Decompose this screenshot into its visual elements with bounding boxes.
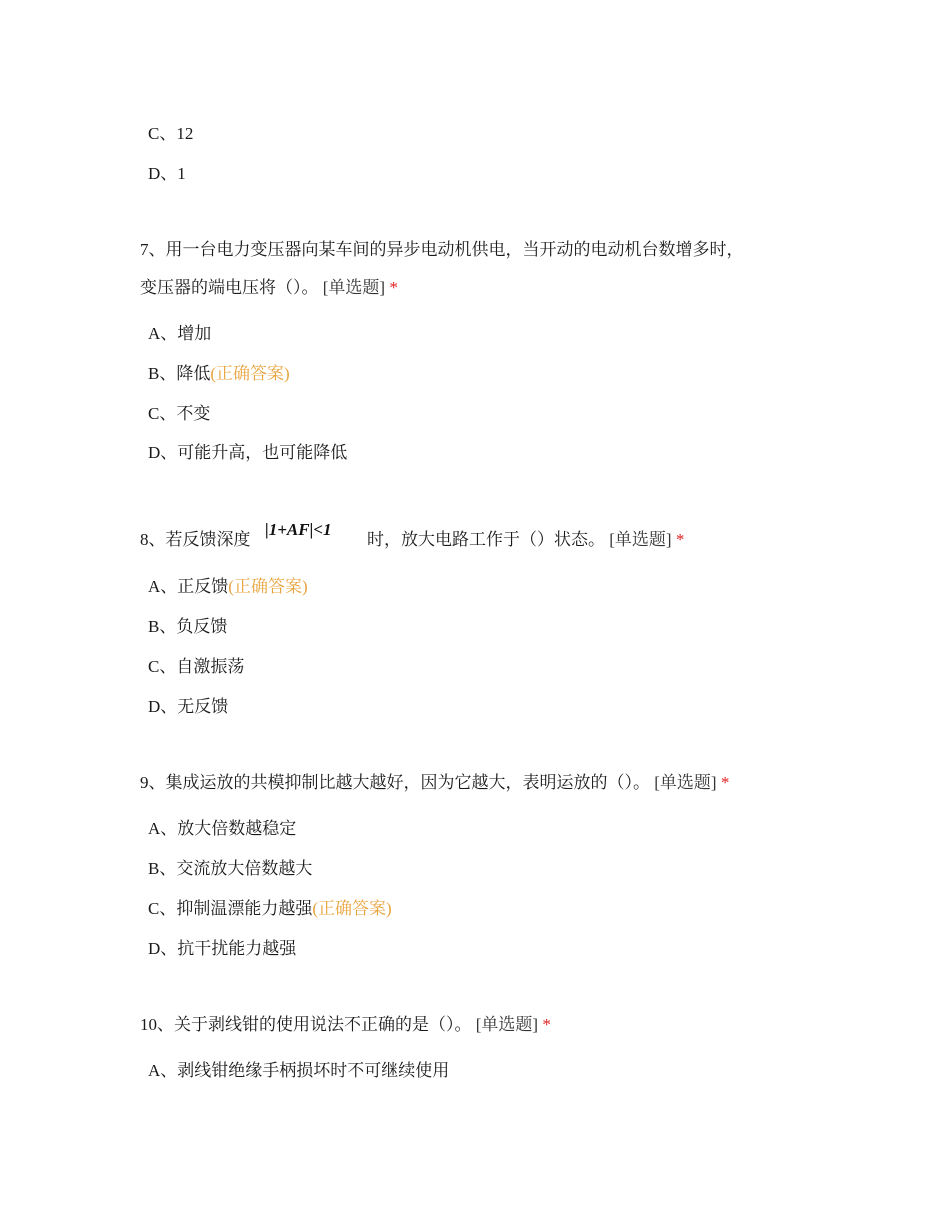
option-label: B、降低 <box>148 364 211 383</box>
option-label: A、放大倍数越稳定 <box>148 819 297 838</box>
question-type-tag: [单选题] <box>654 773 717 792</box>
option-9c[interactable] <box>148 898 392 920</box>
option-7c[interactable] <box>148 403 210 425</box>
correct-answer-note: (正确答案) <box>210 364 290 383</box>
required-mark: * <box>675 530 685 549</box>
option-7d[interactable] <box>148 442 347 464</box>
option-label: A、剥线钳绝缘手柄损坏时不可继续使用 <box>148 1061 450 1080</box>
question-9 <box>140 772 729 794</box>
question-7-line1 <box>140 239 744 261</box>
question-text: 9、集成运放的共模抑制比越大越好，因为它越大，表明运放的（）。 <box>140 773 650 792</box>
question-text: 7、用一台电力变压器向某车间的异步电动机供电，当开动的电动机台数增多时， <box>140 240 744 259</box>
option-label: A、正反馈 <box>148 577 229 596</box>
option-10a[interactable] <box>148 1060 449 1082</box>
required-mark: * <box>389 278 398 297</box>
option-label: B、交流放大倍数越大 <box>148 859 313 878</box>
formula-text: |1+AF|<1 <box>264 520 332 540</box>
question-10 <box>140 1014 551 1036</box>
question-type-tag: [单选题] <box>475 1015 539 1034</box>
option-9d[interactable] <box>148 938 296 960</box>
option-9a[interactable] <box>148 818 296 840</box>
option-8c[interactable] <box>148 656 244 678</box>
option-7a[interactable] <box>148 323 211 345</box>
option-label: C、自激振荡 <box>148 657 245 676</box>
option-label: A、增加 <box>148 324 212 343</box>
option-8a[interactable] <box>148 576 308 598</box>
option-6d[interactable] <box>148 163 186 185</box>
option-8d[interactable] <box>148 696 228 718</box>
feedback-depth-formula <box>261 517 357 543</box>
question-type-tag: [单选题] <box>609 530 672 549</box>
option-label: D、可能升高，也可能降低 <box>148 443 348 462</box>
option-9b[interactable] <box>148 858 312 880</box>
question-text: 10、关于剥线钳的使用说法不正确的是（）。 <box>140 1015 472 1034</box>
option-6c[interactable] <box>148 123 193 145</box>
option-label: D、无反馈 <box>148 697 229 716</box>
question-text: 8、若反馈深度 <box>140 530 251 549</box>
option-label: B、负反馈 <box>148 617 228 636</box>
question-8 <box>140 520 685 551</box>
question-text: 变压器的端电压将（）。 <box>140 278 319 297</box>
option-label: C、不变 <box>148 404 211 423</box>
correct-answer-note: (正确答案) <box>228 577 308 596</box>
option-label: C、抑制温漂能力越强 <box>148 899 313 918</box>
option-8b[interactable] <box>148 616 227 638</box>
correct-answer-note: (正确答案) <box>312 899 392 918</box>
option-label: D、1 <box>148 164 186 183</box>
question-type-tag: [单选题] <box>322 278 386 297</box>
required-mark: * <box>720 773 730 792</box>
question-text: 时，放大电路工作于（）状态。 <box>367 530 605 549</box>
option-label: C、12 <box>148 124 194 143</box>
required-mark: * <box>542 1015 551 1034</box>
option-7b[interactable] <box>148 363 290 385</box>
question-7-line2 <box>140 277 398 299</box>
option-label: D、抗干扰能力越强 <box>148 939 297 958</box>
